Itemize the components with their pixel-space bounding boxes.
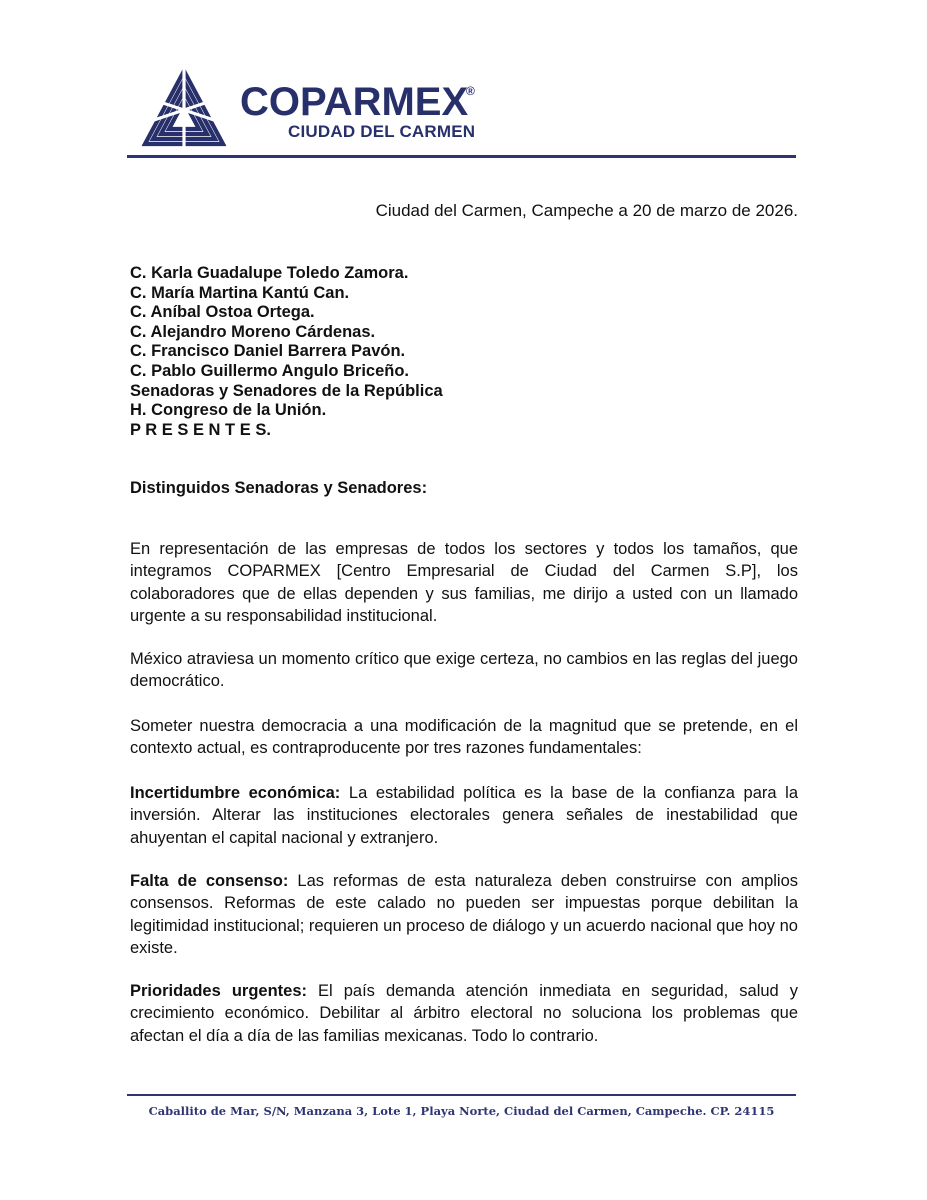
brand-block	[240, 82, 475, 142]
addressee-line: C. Francisco Daniel Barrera Pavón.	[130, 342, 406, 361]
reason-text: La estabilidad política es la base de la confianza para la inversión. Alterar las instituciones electorales genera señales de inestabilidad que ahuyentan el capital nacional y extranjero.	[130, 784, 798, 847]
paragraph-reason-priorities	[130, 980, 798, 1047]
brand-subtitle: CIUDAD DEL CARMEN	[288, 122, 476, 141]
addressee-line: C. María Martina Kantú Can.	[130, 283, 350, 302]
brand-name: COPARMEX	[240, 80, 469, 124]
reason-heading: Incertidumbre económica:	[130, 784, 341, 802]
paragraph-reason-economic	[130, 782, 798, 849]
coparmex-logo-icon	[142, 68, 226, 148]
registered-mark: ®	[466, 84, 475, 98]
addressee-line: C. Alejandro Moreno Cárdenas.	[130, 322, 376, 341]
paragraph-reasons-intro: Someter nuestra democracia a una modificación de la magnitud que se pretende, en el contexto actual, es contraproducente por tres razones fundamentales:	[130, 717, 798, 758]
reason-heading: Falta de consenso:	[130, 872, 289, 890]
paragraph-intro: En representación de las empresas de todos los sectores y todos los tamaños, que integramos COPARMEX [Centro Empresarial de Ciudad del Carmen S.P], los colaboradores que de ellas dependen y sus familias, me dirijo a usted con un llamado urgente a su responsabilidad institucional.	[130, 540, 798, 626]
addressee-line: Senadoras y Senadores de la República	[130, 381, 443, 400]
header-divider	[127, 155, 796, 158]
addressee-line: C. Aníbal Ostoa Ortega.	[130, 303, 315, 322]
reason-text: Las reformas de esta naturaleza deben construirse con amplios consensos. Reformas de este calado no pueden ser impuestas porque debilitan la legitimidad institucional; requieren un proceso de diálogo y un acuerdo nacional que hoy no existe.	[130, 872, 799, 958]
footer-divider	[127, 1094, 796, 1096]
reason-heading: Prioridades urgentes:	[130, 982, 307, 1000]
addressee-line: C. Karla Guadalupe Toledo Zamora.	[130, 264, 409, 282]
footer-address: Caballito de Mar, S/N, Manzana 3, Lote 1, Playa Norte, Ciudad del Carmen, Campeche. CP. 24115	[148, 1104, 775, 1118]
addressee-block	[130, 264, 443, 440]
paragraph-context: México atraviesa un momento crítico que exige certeza, no cambios en las reglas del juego democrático.	[130, 650, 798, 691]
date-line: Ciudad del Carmen, Campeche a 20 de marzo de 2026.	[375, 201, 798, 220]
reason-text: El país demanda atención inmediata en seguridad, salud y crecimiento económico. Debilitar al árbitro electoral no soluciona los problemas que afectan el día a día de las familias mexicanas. Todo lo contrario.	[130, 982, 798, 1045]
addressee-line: P R E S E N T E S.	[130, 420, 271, 439]
addressee-line: H. Congreso de la Unión.	[130, 401, 327, 420]
addressee-line: C. Pablo Guillermo Angulo Briceño.	[130, 361, 409, 380]
paragraph-reason-consensus	[130, 870, 798, 960]
salutation: Distinguidos Senadoras y Senadores:	[130, 479, 428, 497]
